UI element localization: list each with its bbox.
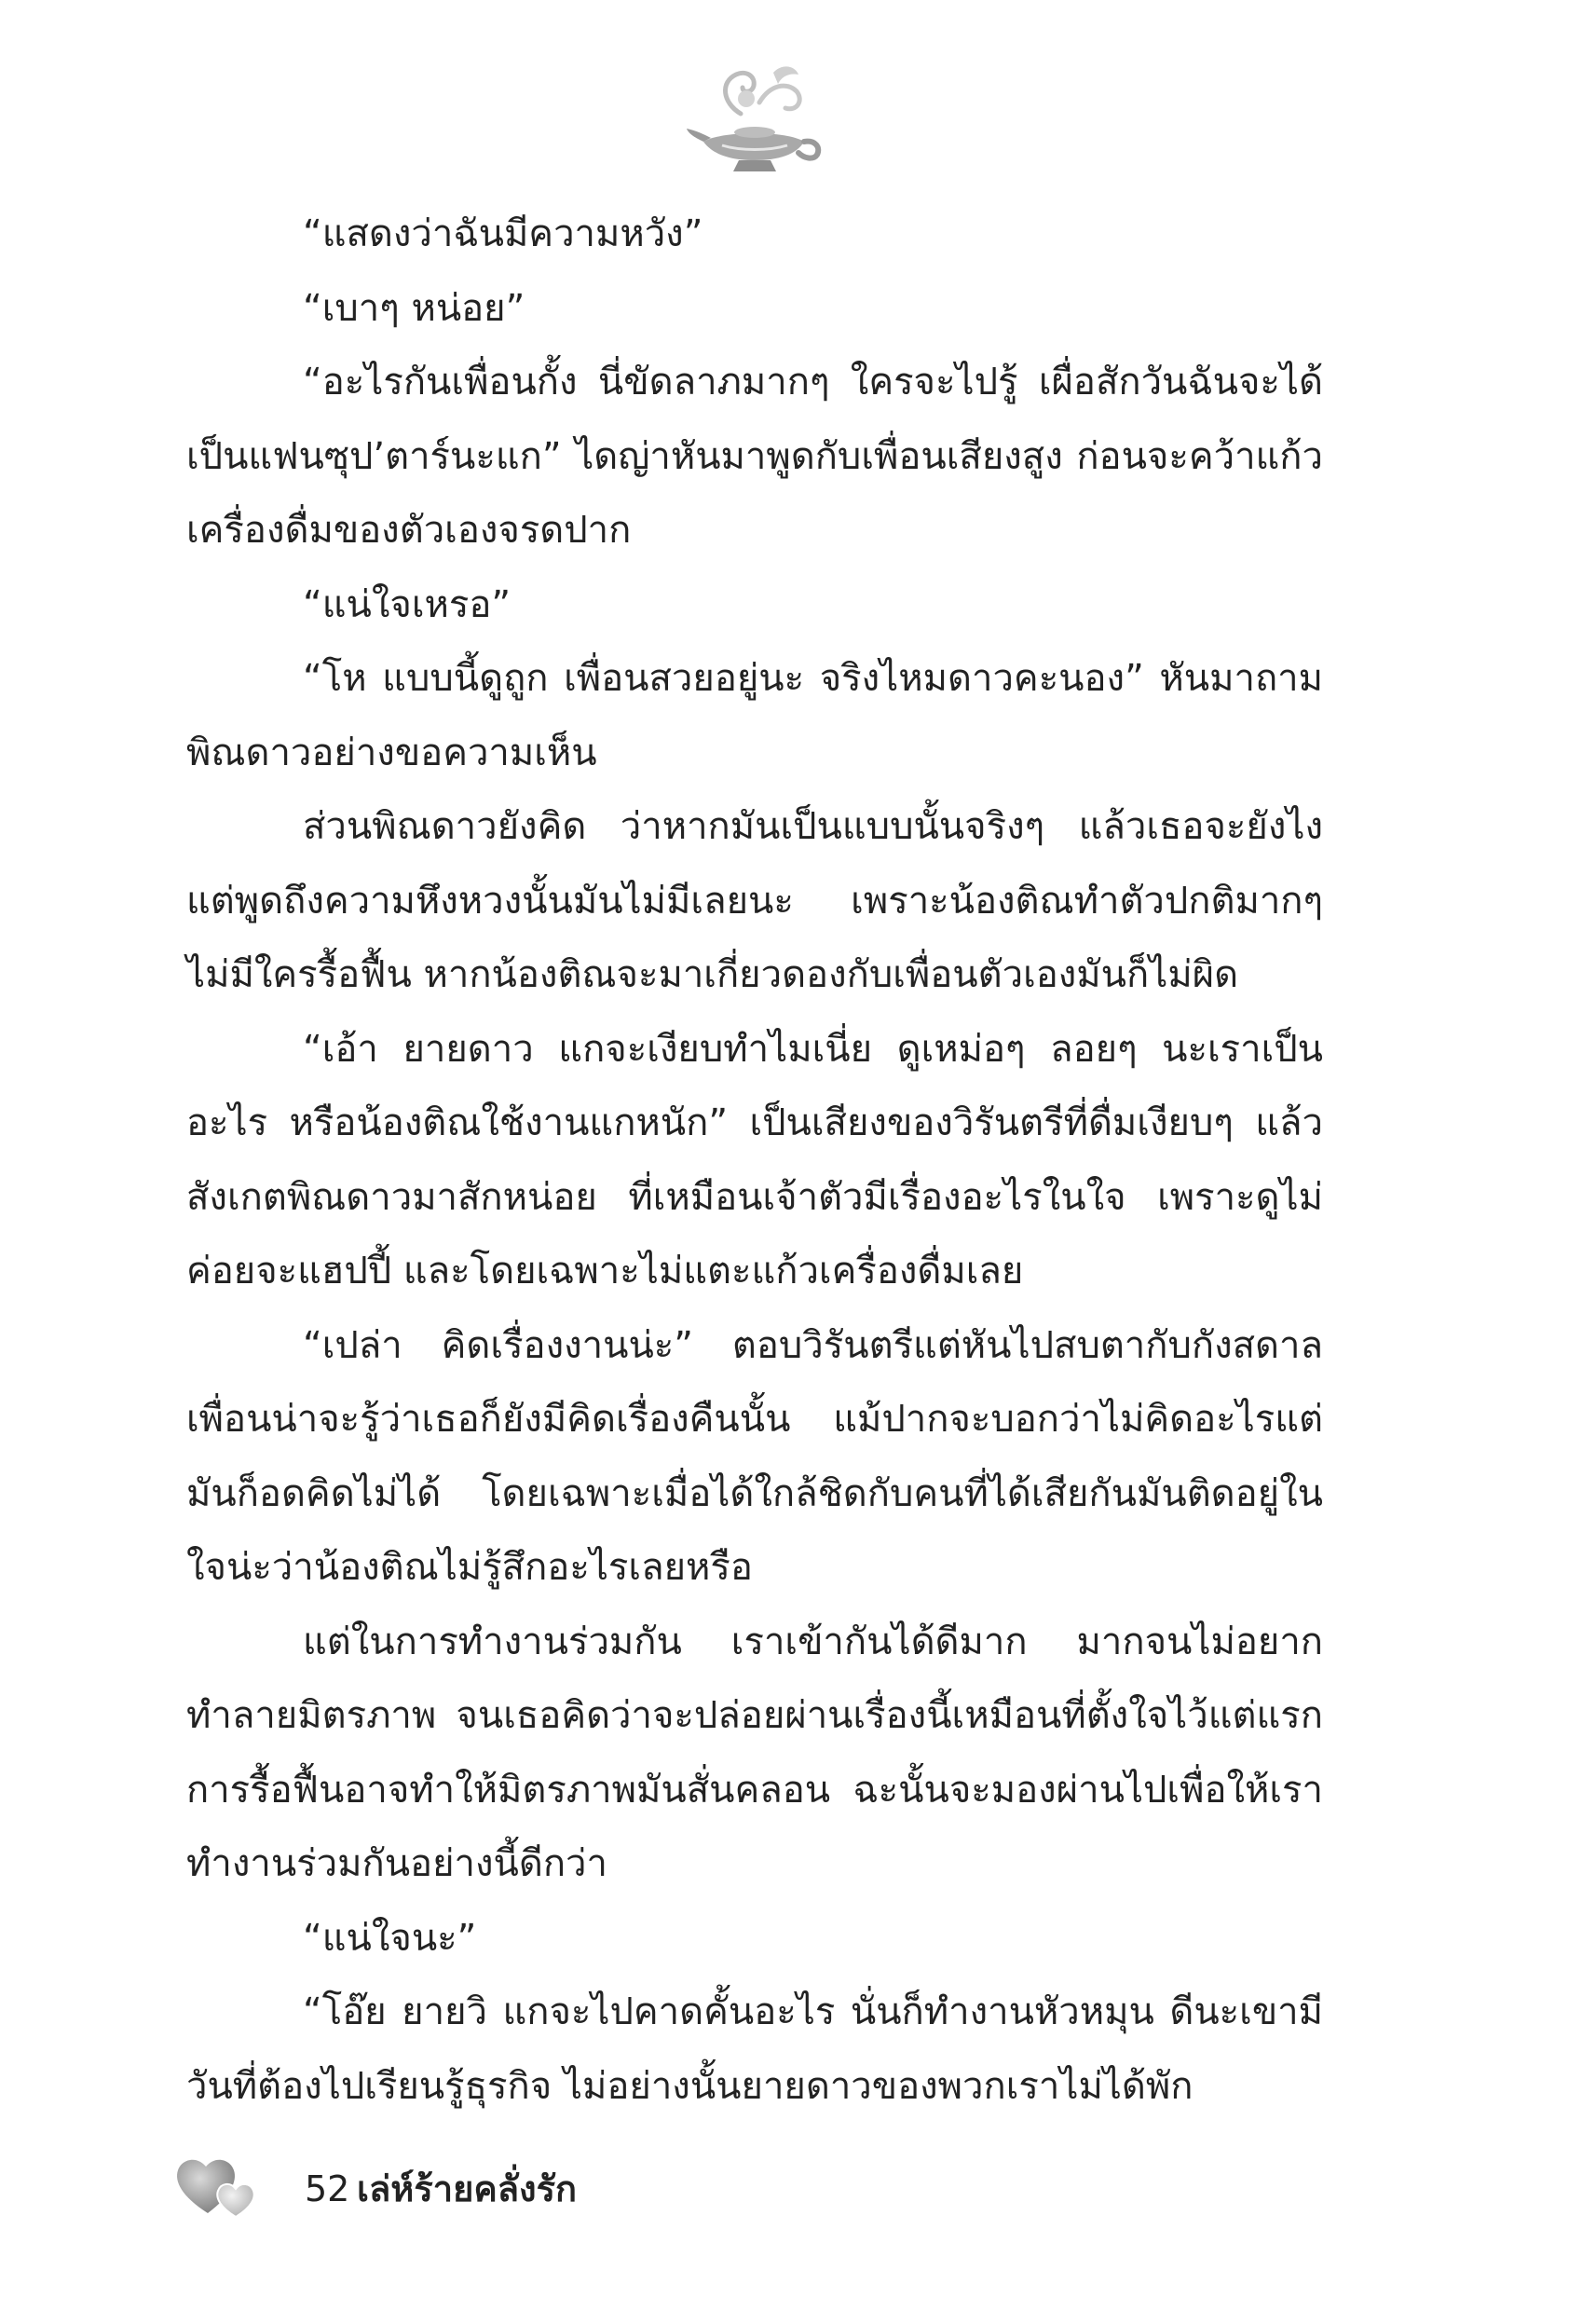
- hearts-icon: [172, 2148, 266, 2222]
- paragraph: “เบาๆ หน่อย”: [303, 286, 525, 330]
- paragraph: แต่ในการทำงานร่วมกัน เราเข้ากันได้ดีมาก มากจนไม่อยากทำลายมิตรภาพ จนเธอคิดว่าจะปล่อยผ่านเรื่องนี้เหมือนที่ตั้งใจไว้แต่แรก การรื้อฟื้นอาจทำให้มิตรภาพมันสั่นคลอน ฉะนั้นจะมองผ่านไปเพื่อให้เราทำงานร่วมกันอย่างนี้ดีกว่า: [186, 1620, 1323, 1885]
- paragraph: “แน่ใจนะ”: [303, 1916, 477, 1960]
- paragraph: ส่วนพิณดาวยังคิด ว่าหากมันเป็นแบบนั้นจริงๆ แล้วเธอจะยังไงแต่พูดถึงความหึงหวงนั้นมันไม่มีเลยนะ เพราะน้องติณทำตัวปกติมากๆ ไม่มีใครรื้อฟื้น หากน้องติณจะมาเกี่ยวดองกับเพื่อนตัวเองมันก็ไม่ผิด: [186, 805, 1323, 996]
- paragraph: “เอ้า ยายดาว แกจะเงียบทำไมเนี่ย ดูเหม่อๆ ลอยๆ นะเราเป็นอะไร หรือน้องติณใช้งานแกหนัก” เป็นเสียงของวิรันตรีที่ดื่มเงียบๆ แล้วสังเกตพิณดาวมาสักหน่อย ที่เหมือนเจ้าตัวมีเรื่องอะไรในใจ เพราะดูไม่ค่อยจะแฮปปี้ และโดยเฉพาะไม่แตะแก้วเครื่องดื่มเลย: [186, 1027, 1323, 1292]
- page-footer: [172, 2148, 825, 2232]
- paragraph: “เปล่า คิดเรื่องงานน่ะ” ตอบวิรันตรีแต่หันไปสบตากับกังสดาลเพื่อนน่าจะรู้ว่าเธอก็ยังมีคิดเรื่องคืนนั้น แม้ปากจะบอกว่าไม่คิดอะไรแต่มันก็อดคิดไม่ได้ โดยเฉพาะเมื่อได้ใกล้ชิดกับคนที่ได้เสียกันมันติดอยู่ในใจน่ะว่าน้องติณไม่รู้สึกอะไรเลยหรือ: [186, 1323, 1323, 1589]
- book-title: เล่ห์ร้ายคลั่งรัก: [357, 2168, 578, 2209]
- page-number: 52: [305, 2168, 350, 2209]
- genie-lamp-icon: [685, 56, 825, 177]
- paragraph: “อะไรกันเพื่อนกั้ง นี่ขัดลาภมากๆ ใครจะไปรู้ เผื่อสักวันฉันจะได้เป็นแฟนซุป’ตาร์นะแก” ไดญ่าหันมาพูดกับเพื่อนเสียงสูง ก่อนจะคว้าแก้วเครื่องดื่มของตัวเองจรดปาก: [186, 361, 1323, 552]
- paragraph: “แสดงว่าฉันมีความหวัง”: [303, 212, 703, 255]
- paragraph: “โอ๊ย ยายวิ แกจะไปคาดคั้นอะไร นั่นก็ทำงานหัวหมุน ดีนะเขามีวันที่ต้องไปเรียนรู้ธุรกิจ ไม่อย่างนั้นยายดาวของพวกเราไม่ได้พัก: [186, 1990, 1323, 2108]
- body-text: [186, 198, 1323, 2124]
- paragraph: “แน่ใจเหรอ”: [303, 582, 512, 626]
- paragraph: “โห แบบนี้ดูถูก เพื่อนสวยอยู่นะ จริงไหมดาวคะนอง” หันมาถามพิณดาวอย่างขอความเห็น: [186, 657, 1323, 774]
